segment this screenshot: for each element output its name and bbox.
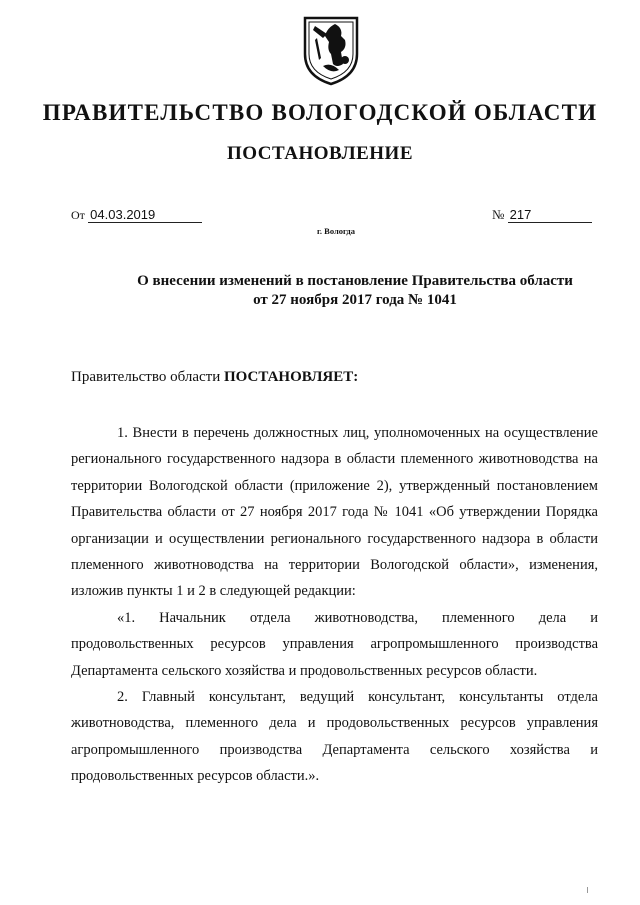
- page-mark: [587, 887, 588, 893]
- date-value: 04.03.2019: [88, 208, 202, 223]
- date-label: От: [71, 208, 85, 222]
- number-label: №: [492, 207, 505, 222]
- subject-heading: [100, 272, 610, 310]
- paragraph-3: 2. Главный консультант, ведущий консультант, консультанты отдела животноводства, племенного дела и продовольственных ресурсов управления агропромышленного производства Департамента сельского хозяйства и продовольственных ресурсов области.».: [71, 689, 598, 785]
- paragraph-2: «1. Начальник отдела животноводства, племенного дела и продовольственных ресурсов управления агропромышленного производства Департамента сельского хозяйства и продовольственных ресурсов области.: [71, 609, 598, 679]
- subject-line-2: от 27 ноября 2017 года № 1041: [253, 292, 457, 308]
- preamble-text: Правительство области: [71, 369, 221, 385]
- city-label: г. Вологда: [317, 226, 355, 236]
- subject-line-1: О внесении изменений в постановление Правительства области: [137, 273, 573, 289]
- preamble: [71, 369, 358, 386]
- government-title: ПРАВИТЕЛЬСТВО ВОЛОГОДСКОЙ ОБЛАСТИ: [42, 100, 598, 125]
- number-value: 217: [508, 208, 592, 223]
- coat-of-arms-emblem: [301, 14, 361, 86]
- document-type-title: ПОСТАНОВЛЕНИЕ: [226, 143, 414, 164]
- document-body: [71, 420, 598, 790]
- preamble-emphasis: ПОСТАНОВЛЯЕТ:: [223, 369, 359, 385]
- date-field: [71, 207, 202, 223]
- number-field: [492, 207, 592, 223]
- paragraph-1: 1. Внести в перечень должностных лиц, уполномоченных на осуществление регионального государственного надзора в области племенного животноводства на территории Вологодской области (приложение 2), утвержденный постановлением Правительства области от 27 ноября 2017 года № 1041 «Об утверждении Порядка организации и осуществлении регионального государственного надзора в области племенного животноводства на территории Вологодской области», изменения, изложив пункты 1 и 2 в следующей редакции:: [71, 425, 598, 600]
